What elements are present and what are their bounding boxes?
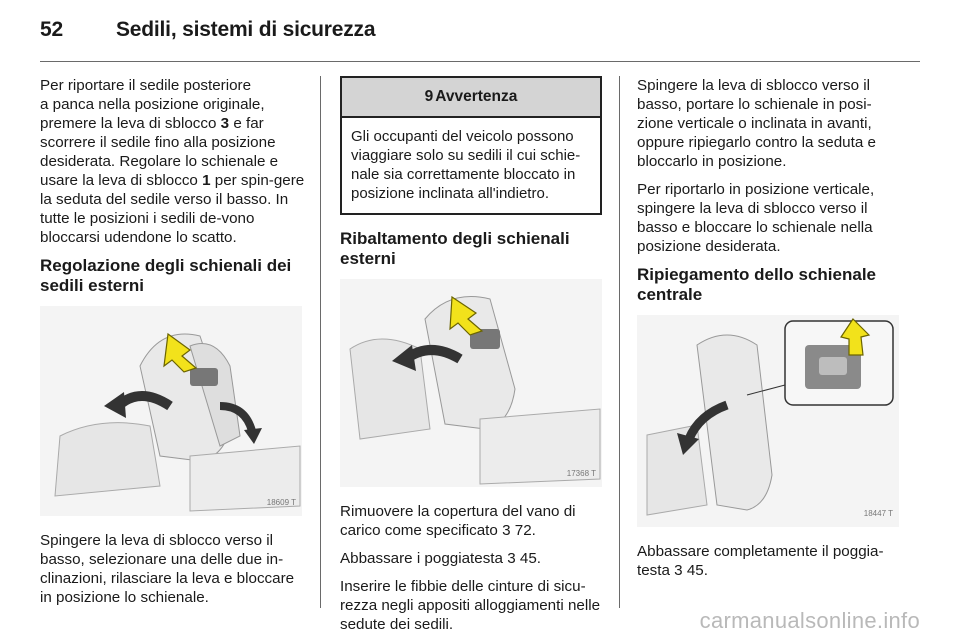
warning-icon: 9 xyxy=(424,88,434,105)
figure-fold-backrest xyxy=(340,279,602,487)
paragraph-lower-headrests: Abbassare i poggiatesta 3 45. xyxy=(340,550,542,567)
page-title: Sedili, sistemi di sicurezza xyxy=(116,18,376,41)
reference-icon: 3 xyxy=(507,550,516,567)
reference-icon: 3 xyxy=(502,522,511,539)
paragraph-lower-headrest: Abbassare completamente il poggia-testa 3 45. xyxy=(637,543,884,579)
figure-backrest-adjustment xyxy=(40,306,302,516)
paragraph-restore-seat: Per riportare il sedile posteriore a panca nella posizione originale, premere la leva di sblocco 3 e far scorrere il sedile fino alla posizione desiderata. Regolare lo schienale e usare la leva di sblocco 1 per spin-gere la seduta del sedile verso il basso. In tutte le posizioni i sedili de-vono bloccarsi udendone lo scatto. xyxy=(40,77,305,246)
watermark: carmanualsonline.info xyxy=(699,608,920,633)
warning-title: 9 Avvertenza xyxy=(342,78,600,118)
reference-icon: 3 xyxy=(674,562,683,579)
paragraph-backrest-instructions: Spingere la leva di sblocco verso il basso, selezionare una delle due in-clinazioni, rilasciare la leva e bloccare in posizione lo schienale. xyxy=(40,532,295,606)
column-divider-1 xyxy=(320,76,321,608)
heading-fold-center-backrest: Ripiegamento dello schienale centrale xyxy=(637,265,877,304)
column-1 xyxy=(40,76,306,616)
warning-box xyxy=(340,76,602,215)
header-rule xyxy=(40,61,920,62)
column-2 xyxy=(340,76,602,643)
column-3 xyxy=(637,76,905,589)
warning-text: Gli occupanti del veicolo possono viaggiare solo su sedili il cui schie-nale sia correttamente bloccato in posizione inclinata all'indietro. xyxy=(351,128,581,202)
page-number: 52 xyxy=(40,18,63,41)
paragraph-return-upright: Per riportarlo in posizione verticale, spingere la leva di sblocco verso il basso e bloccare lo schienale nella posizione desiderata. xyxy=(637,181,875,255)
figure-code: 18447 T xyxy=(863,509,893,518)
figure-code: 17368 T xyxy=(566,469,596,478)
figure-code: 18609 T xyxy=(266,498,296,507)
paragraph-remove-cover: Rimuovere la copertura del vano di carico come specificato 3 72. xyxy=(340,503,576,539)
heading-backrest-adjustment: Regolazione degli schienali dei sedili esterni xyxy=(40,256,292,295)
heading-fold-outer-backrests: Ribaltamento degli schienali esterni xyxy=(340,229,570,268)
paragraph-push-lever: Spingere la leva di sblocco verso il basso, portare lo schienale in posi-zione verticale o inclinata in avanti, oppure ripiegarlo contro la seduta e bloccarlo in posizione. xyxy=(637,77,876,170)
figure-fold-center-backrest xyxy=(637,315,899,527)
page-header xyxy=(40,18,375,42)
paragraph-insert-buckles: Inserire le fibbie delle cinture di sicu-rezza negli appositi alloggiamenti nelle sedute dei sedili. xyxy=(340,578,601,633)
column-divider-2 xyxy=(619,76,620,608)
